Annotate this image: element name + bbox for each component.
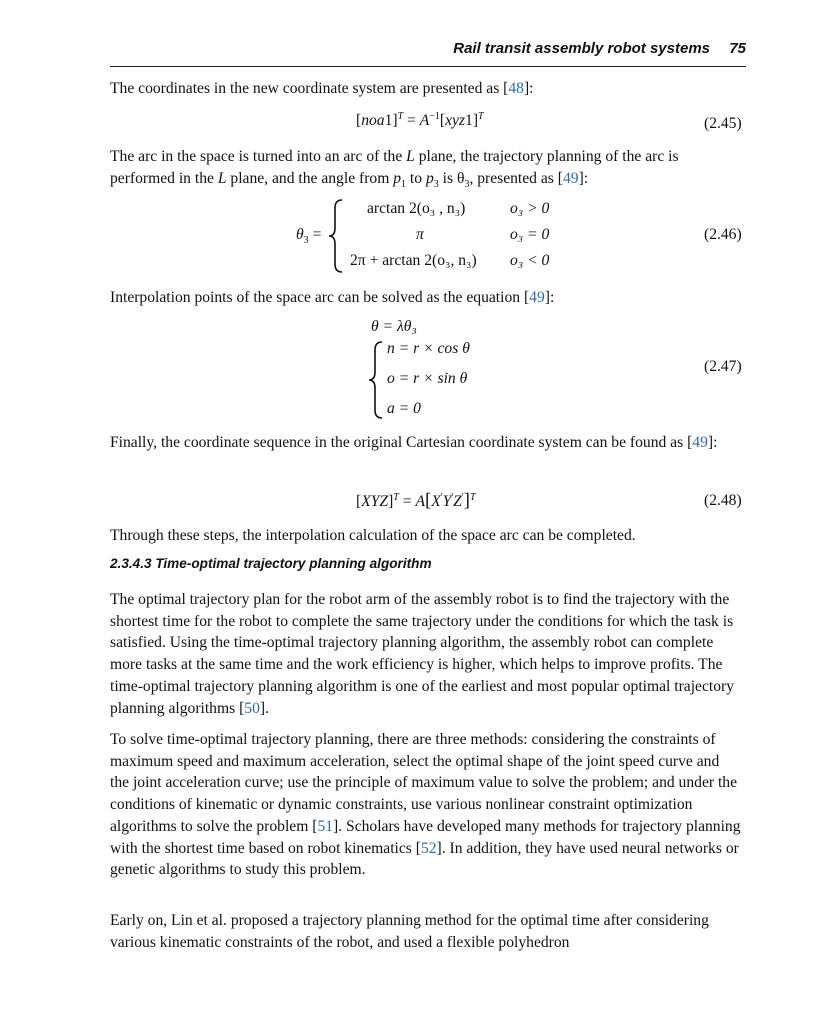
citation-link[interactable]: 48 (508, 80, 524, 97)
case-condition: o₃ < 0 (510, 252, 550, 269)
case-expression: arctan 2(o₃ , n₃) (367, 200, 466, 217)
running-title: Rail transit assembly robot systems (453, 40, 710, 57)
section-heading: 2.3.4.3 Time-optimal trajectory planning algorithm (110, 556, 432, 571)
citation-link[interactable]: 49 (562, 169, 579, 187)
equation-number: (2.46) (704, 226, 742, 243)
paragraph-methods: To solve time-optimal trajectory planning, there are three methods: considering the constraints of maximum speed and maximum acceleration, select the optimal shape of the joint speed curve and the joint acceleration curve; use the principle of maximum value to solve the problem; and under the conditions of kinematic or dynamic constraints, use various nonlinear constraint optimization algorithms to solve the problem [51]. Scholars have developed many methods for trajectory planning with the shortest time based on robot kinematics [52]. In addition, they have used neural networks or genetic algorithms to study this problem. (110, 731, 741, 879)
equation-2-46-lhs: $\theta_3$ = (296, 226, 322, 247)
paragraph-interpolation: Interpolation points of the space arc can be solved as the equation [49]: (110, 289, 555, 306)
paragraph-cartesian: Finally, the coordinate sequence in the original Cartesian coordinate system can be found as [49]: (110, 434, 718, 451)
system-row: n = r × cos θ (387, 340, 470, 357)
page-number: 75 (729, 40, 746, 57)
equation-number: (2.45) (704, 115, 742, 132)
case-condition: o₃ = 0 (510, 226, 550, 243)
paragraph-arc-plane: The arc in the space is turned into an arc of the L plane, the trajectory planning of the arc is performed in the L plane, and the angle from $p_1$ to $p_3$ is $\theta_3$, presented as [49]: (110, 148, 679, 190)
system-row: a = 0 (387, 400, 421, 417)
case-condition: o₃ > 0 (510, 200, 550, 217)
equation-number: (2.48) (704, 492, 742, 509)
equation-2-48: $[XYZ]^T = A[X'Y'Z']^T$ (356, 490, 476, 511)
left-brace-icon (326, 198, 346, 274)
paragraph-time-optimal: The optimal trajectory plan for the robot arm of the assembly robot is to find the trajectory with the shortest time for the robot to complete the same trajectory under the conditions for which the task is satisfied. Using the time-optimal trajectory planning algorithm, the assembly robot can complete more tasks at the same time and the work efficiency is higher, which helps to improve profits. The time-optimal trajectory planning algorithm is one of the earliest and most popular optimal trajectory planning algorithms [50]. (110, 591, 735, 717)
system-row: o = r × sin θ (387, 370, 468, 387)
left-brace-icon (366, 340, 386, 420)
running-header (110, 38, 746, 67)
paragraph-coordinates: The coordinates in the new coordinate system are presented as [48]: (110, 80, 534, 97)
citation-link[interactable]: 49 (529, 289, 545, 306)
paragraph-lin-et-al: Early on, Lin et al. proposed a trajectory planning method for the optimal time after considering various kinematic constraints of the robot, and used a flexible polyhedron (110, 912, 709, 951)
citation-link[interactable]: 49 (692, 434, 708, 451)
citation-link[interactable]: 51 (317, 817, 334, 835)
case-expression: 2π + arctan 2(o₃, n₃) (350, 252, 477, 269)
equation-2-47-first-line: θ = λθ₃ (371, 318, 417, 335)
equation-number: (2.47) (704, 358, 742, 375)
paragraph-conclusion: Through these steps, the interpolation calculation of the space arc can be completed. (110, 527, 636, 544)
citation-link[interactable]: 52 (420, 839, 437, 857)
case-expression: π (416, 226, 424, 243)
equation-2-45: $[noa1]^T = A^{-1}[xyz1]^T$ (356, 110, 484, 129)
citation-link[interactable]: 50 (244, 699, 260, 717)
